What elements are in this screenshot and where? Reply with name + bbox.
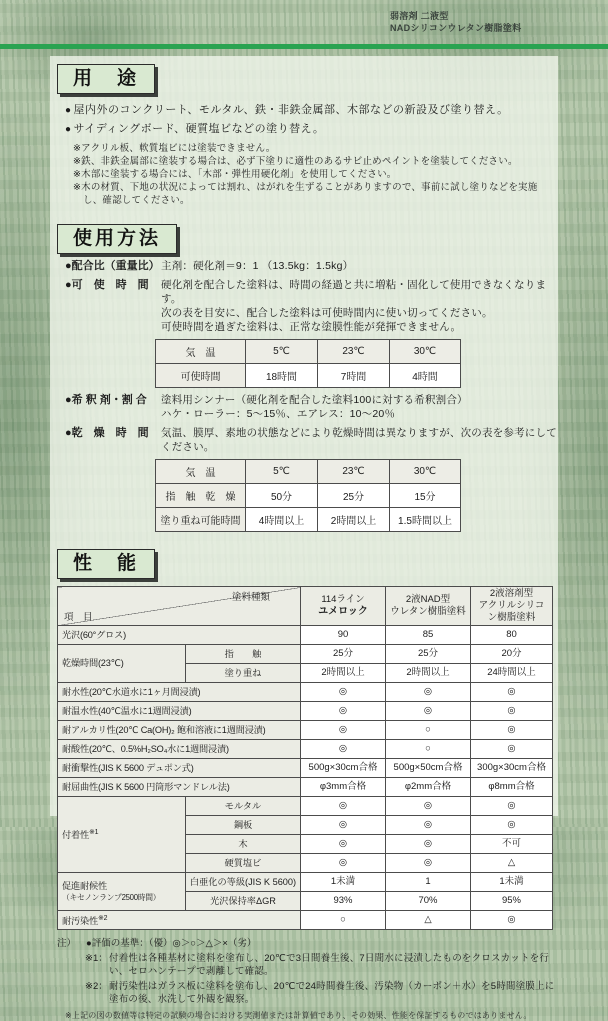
cell-value: ◎ xyxy=(301,721,386,740)
row-label: 耐水性(20℃水道水に1ヶ月間浸漬) xyxy=(58,683,301,702)
drytime-value: 15分 xyxy=(390,484,461,508)
cell-value: ◎ xyxy=(301,835,386,854)
cell-value: ◎ xyxy=(386,797,471,816)
table-row-hotwater xyxy=(58,702,553,721)
method-row-potlife xyxy=(57,278,558,334)
footnote-item-1 xyxy=(57,952,557,978)
drytime-text xyxy=(161,426,558,454)
cell-value: 24時間以上 xyxy=(471,664,553,683)
table-row-bend xyxy=(58,778,553,797)
cell-value: ◎ xyxy=(471,816,553,835)
cell-value: 2時間以上 xyxy=(386,664,471,683)
cell-value: 85 xyxy=(386,626,471,645)
footnote-text: 耐汚染性はガラス板に塗料を塗布し、20℃で24時間養生後、汚染物（カーボン＋水）を5時間塗膜上に塗布の後、水洗して外観を観察。 xyxy=(109,981,555,1005)
cell-value: ○ xyxy=(386,721,471,740)
cell-value: ◎ xyxy=(471,702,553,721)
corner-cell xyxy=(58,587,301,626)
section-title-usage: 用 途 xyxy=(57,64,155,94)
cell-value: 90 xyxy=(301,626,386,645)
row-label-adhesion xyxy=(58,797,186,873)
potlife-row-label: 可使時間 xyxy=(156,364,246,388)
potlife-value: 18時間 xyxy=(246,364,318,388)
drytime-header-5c: 5℃ xyxy=(246,460,318,484)
footnotes xyxy=(57,937,557,1021)
table-row-gloss xyxy=(58,626,553,645)
method-row-mix xyxy=(57,259,558,273)
potlife-text xyxy=(161,278,558,334)
performance-table xyxy=(57,586,553,930)
cell-value: 1未満 xyxy=(471,873,553,892)
column-line: 2液溶剤型 xyxy=(489,588,534,599)
cell-value: 80 xyxy=(471,626,553,645)
product-name: NADシリコンウレタン樹脂塗料 xyxy=(390,23,522,33)
cell-value: ◎ xyxy=(471,797,553,816)
mix-ratio-text: 主剤：硬化剤＝9：1 （13.5kg：1.5kg） xyxy=(161,260,354,272)
cell-value: 20分 xyxy=(471,645,553,664)
potlife-table xyxy=(155,339,461,388)
potlife-line: 可使時間を過ぎた塗料は、正常な塗膜性能が発揮できません。 xyxy=(161,321,462,333)
cell-value: 93% xyxy=(301,892,386,911)
table-row-water xyxy=(58,683,553,702)
sub-label: モルタル xyxy=(186,797,301,816)
drytime-line: 気温、膜厚、素地の状態などにより乾燥時間は異なりますが、次の表を参考にしてください。 xyxy=(161,427,557,453)
potlife-value: 7時間 xyxy=(318,364,390,388)
criteria-text: ●評価の基準：（優）◎＞○＞△＞×（劣） xyxy=(86,938,257,949)
usage-bullet: ● 屋内外のコンクリート、モルタル、鉄・非鉄金属部、木部などの新設及び塗り替え。 xyxy=(65,101,558,120)
potlife-header-23c: 23℃ xyxy=(318,340,390,364)
usage-caution: ※鉄、非鉄金属部に塗装する場合は、必ず下塗りに適性のあるサビ止めペイントを塗装してください。 xyxy=(73,156,518,167)
sub-label: 指 触 xyxy=(186,645,301,664)
potlife-line: 硬化剤を配合した塗料は、時間の経過と共に増粘・固化して使用できなくなります。 xyxy=(161,279,547,305)
column-header-yumelock xyxy=(301,587,386,626)
footnote-text: 付着性は各種基材に塗料を塗布し、20℃で3日間養生後、7日間水に浸漬したものをクロスカットを行い、セロハンテープで剥離して確認。 xyxy=(109,953,550,977)
cell-value: ◎ xyxy=(301,797,386,816)
section-title-method: 使用方法 xyxy=(57,224,177,254)
cell-value: ◎ xyxy=(386,702,471,721)
row-label-weathering xyxy=(58,873,186,911)
cell-value: △ xyxy=(386,911,471,930)
drytime-header-23c: 23℃ xyxy=(318,460,390,484)
cell-value: 500g×50cm合格 xyxy=(386,759,471,778)
cell-value: ◎ xyxy=(301,816,386,835)
row-label-stain xyxy=(58,911,301,930)
cell-value: ◎ xyxy=(471,740,553,759)
cell-value: 1 xyxy=(386,873,471,892)
drytime-value: 2時間以上 xyxy=(318,508,390,532)
drytime-value: 4時間以上 xyxy=(246,508,318,532)
row-label: 耐アルカリ性(20℃ Ca(OH)₂ 飽和溶液に1週間浸漬) xyxy=(58,721,301,740)
row-label: 乾燥時間(23℃) xyxy=(58,645,186,683)
row-label: 耐酸性(20℃、0.5%H₂SO₄水に1週間浸漬) xyxy=(58,740,301,759)
cell-value: 300g×30cm合格 xyxy=(471,759,553,778)
column-line: ウレタン樹脂塗料 xyxy=(390,606,466,617)
table-row xyxy=(156,340,461,364)
cell-value: 95% xyxy=(471,892,553,911)
cell-value: ◎ xyxy=(386,683,471,702)
table-row-acid xyxy=(58,740,553,759)
cell-value: 1未満 xyxy=(301,873,386,892)
product-type-label: 弱溶剤 二液型 xyxy=(390,11,449,21)
method-row-thinner xyxy=(57,393,558,421)
sub-label: 塗り重ね xyxy=(186,664,301,683)
row-label: 光沢(60°グロス) xyxy=(58,626,301,645)
method-row-dry xyxy=(57,426,558,454)
disclaimer-text: ※上記の図の数値等は特定の試験の場合における実測値または計算値であり、その効果、性能を保証するものではありません。 xyxy=(65,1011,532,1020)
potlife-label: ●可 使 時 間 xyxy=(65,279,149,291)
potlife-line: 次の表を目安に、配合した塗料は可使時間内に使い切ってください。 xyxy=(161,307,493,319)
footnote-ref: ※2 xyxy=(97,914,108,922)
sub-label: 木 xyxy=(186,835,301,854)
footnote-label: ※2： xyxy=(85,981,108,992)
cell-value: ◎ xyxy=(301,683,386,702)
table-row xyxy=(156,364,461,388)
row-label-text: 促進耐候性 xyxy=(62,880,107,891)
footnote-ref: ※1 xyxy=(88,829,99,837)
row-label: 耐屈曲性(JIS K 5600 円筒形マンドレル法) xyxy=(58,778,301,797)
table-row-alkali xyxy=(58,721,553,740)
cell-value: 2時間以上 xyxy=(301,664,386,683)
cell-value: ◎ xyxy=(301,854,386,873)
evaluation-criteria xyxy=(57,937,557,950)
table-row-weathering-chalk xyxy=(58,873,553,892)
cell-value: φ8mm合格 xyxy=(471,778,553,797)
usage-caution-list xyxy=(57,142,558,207)
usage-caution: ※アクリル板、軟質塩ビには塗装できません。 xyxy=(73,143,276,154)
potlife-header-5c: 5℃ xyxy=(246,340,318,364)
section-title-performance: 性 能 xyxy=(57,549,155,579)
cell-value: 500g×30cm合格 xyxy=(301,759,386,778)
note-head: 注） xyxy=(57,938,77,949)
table-row xyxy=(156,460,461,484)
row-label-text: 付着性 xyxy=(62,830,89,841)
usage-caution: ※木部に塗装する場合には、「木部・弾性用硬化剤」を使用してください。 xyxy=(73,169,397,180)
usage-bullet: ● サイディングボード、硬質塩ビなどの塗り替え。 xyxy=(65,120,558,139)
drytime-header-temp: 気 温 xyxy=(156,460,246,484)
drytime-header-30c: 30℃ xyxy=(390,460,461,484)
thinner-text xyxy=(161,393,558,421)
cell-value: ◎ xyxy=(386,816,471,835)
sub-label: 白亜化の等級(JIS K 5600) xyxy=(186,873,301,892)
row-label: 耐温水性(40℃温水に1週間浸漬) xyxy=(58,702,301,721)
cell-value: △ xyxy=(471,854,553,873)
footnote-label: ※1： xyxy=(85,953,108,964)
drytime-value: 50分 xyxy=(246,484,318,508)
usage-caution: ※木の材質、下地の状況によっては割れ、はがれを生ずることがありますので、事前に試し塗りなどを実施し、確認してください。 xyxy=(73,182,538,206)
cell-value: ◎ xyxy=(471,911,553,930)
cell-value: ◎ xyxy=(471,721,553,740)
row-label-subtext: （キセノンランプ2500時間） xyxy=(62,892,161,902)
potlife-header-temp: 気 温 xyxy=(156,340,246,364)
performance-section xyxy=(57,549,558,1021)
usage-bullet-list xyxy=(57,101,558,139)
row-label: 耐衝撃性(JIS K 5600 デュポン式) xyxy=(58,759,301,778)
column-line: 114ライン xyxy=(321,594,365,605)
drytime-table xyxy=(155,459,461,532)
cell-value: 70% xyxy=(386,892,471,911)
cell-value: 不可 xyxy=(471,835,553,854)
cell-value: ◎ xyxy=(301,740,386,759)
row-label-text: 耐汚染性 xyxy=(62,916,98,927)
cell-value: ◎ xyxy=(471,683,553,702)
drytime-row-label: 塗り重ね可能時間 xyxy=(156,508,246,532)
cell-value: 25分 xyxy=(301,645,386,664)
drytime-value: 1.5時間以上 xyxy=(390,508,461,532)
mix-ratio-label: ●配合比（重量比） xyxy=(65,260,160,272)
cell-value: ◎ xyxy=(386,854,471,873)
table-row-stain xyxy=(58,911,553,930)
thinner-label: ●希 釈 剤・割 合 xyxy=(65,394,147,406)
column-header-urethane xyxy=(386,587,471,626)
cell-value: ◎ xyxy=(301,702,386,721)
table-row xyxy=(156,508,461,532)
sub-label: 硬質塩ビ xyxy=(186,854,301,873)
sub-label: 鋼板 xyxy=(186,816,301,835)
corner-paint-type: 塗料種類 xyxy=(231,592,270,603)
drytime-row-label: 指 触 乾 燥 xyxy=(156,484,246,508)
footnote-item-2 xyxy=(57,980,557,1006)
cell-value: φ3mm合格 xyxy=(301,778,386,797)
table-row-adhesion-mortar xyxy=(58,797,553,816)
sub-label: 光沢保持率ΔGR xyxy=(186,892,301,911)
drytime-value: 25分 xyxy=(318,484,390,508)
potlife-header-30c: 30℃ xyxy=(390,340,461,364)
column-line: アクリルシリコン樹脂塗料 xyxy=(478,600,545,623)
cell-value: ◎ xyxy=(386,835,471,854)
table-row-impact xyxy=(58,759,553,778)
corner-item: 項 目 xyxy=(64,612,93,623)
table-row-drytime-touch xyxy=(58,645,553,664)
drytime-label: ●乾 燥 時 間 xyxy=(65,427,149,439)
column-header-acrylsilicon xyxy=(471,587,553,626)
column-line: 2液NAD型 xyxy=(405,594,451,605)
thinner-line: 塗料用シンナー（硬化剤を配合した塗料100に対する希釈割合） xyxy=(161,394,468,406)
cell-value: ○ xyxy=(386,740,471,759)
potlife-value: 4時間 xyxy=(390,364,461,388)
cell-value: ○ xyxy=(301,911,386,930)
table-row xyxy=(156,484,461,508)
table-header-row xyxy=(58,587,553,626)
cell-value: φ2mm合格 xyxy=(386,778,471,797)
thinner-line: ハケ・ローラー：5～15％、エアレス：10～20％ xyxy=(161,408,396,420)
cell-value: 25分 xyxy=(386,645,471,664)
column-line: ユメロック xyxy=(318,606,368,617)
method-section xyxy=(57,224,558,532)
